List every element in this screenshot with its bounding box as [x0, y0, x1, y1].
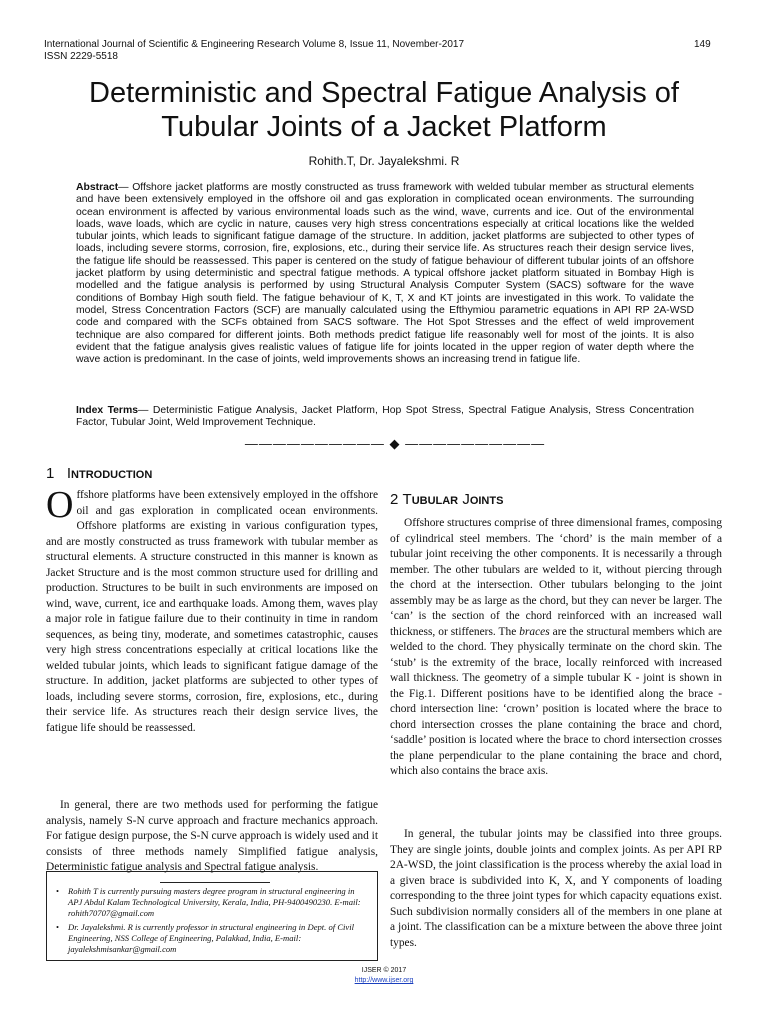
section-1-heading	[46, 465, 152, 482]
section-1-paragraph-1	[46, 484, 378, 736]
section-2-paragraph-1	[390, 516, 722, 780]
index-terms-text: Deterministic Fatigue Analysis, Jacket Platform, Hop Spot Stress, Spectral Fatigue Analysis, Stress Concentration Factor, Tubular Joint, Weld Improvement Technique.	[76, 405, 694, 429]
page-number: 149	[694, 39, 711, 50]
section-2-title-initial-2: J	[462, 491, 470, 508]
section-2-heading	[390, 491, 503, 508]
section-2-title-rest-2: OINTS	[469, 495, 504, 507]
footnote-2-text: Dr. Jayalekshmi. R is currently professor in structural engineering in Dept. of Civil Engineering, NSS College of Engineering, Palakkad, India, E-mail: jayalekshmisankar@gmail.com	[68, 922, 355, 954]
paper-title: Deterministic and Spectral Fatigue Analysis of Tubular Joints of a Jacket Platform	[89, 77, 679, 143]
braces-term: braces	[519, 625, 550, 638]
abstract	[76, 182, 694, 366]
issn: ISSN 2229-5518	[44, 51, 118, 62]
bullet-icon: •	[56, 886, 60, 896]
abstract-text: Offshore jacket platforms are mostly constructed as truss framework with welded tubular member as structural elements and have been extensively employed in the offshore oil and gas exploration in complicated ocean environments. The surrounding ocean environment is affected by various environmental loads such as the wind, wave, currents and ice. Out of the environmental loads, wave loads, which are cyclic in nature, causes very high stress concentrations especially at critical locations like the welded tubular joints, which leads to significant fatigue damage of the structure. In addition, jacket platforms are subjected to other types of loads, including severe storms, corrosion, fire, explosions, etc., during their service life. As structures reach their design service lives, the fatigue life should be reassessed. This paper is centered on the study of fatigue behaviour of different tubular joints of an offshore jacket platform by using deterministic and spectral fatigue methods. A typical offshore jacket platform situated in Bombay High is modelled and the fatigue analysis is performed by using Structural Analysis Computer System (SACS) software for the wave conditions of Bombay High south field. The fatigue behaviour of K, T, X and KT joints are investigated in this work. To validate the model, Stress Concentration Factors (SCF) are manually calculated using the Efthymiou parametric equations in API RP 2A-WSD code and compared with the SCFs obtained from SACS software. The Hot Spot Stresses and the effect of weld improvement technique are also compared for different joints. Both methods predict fatigue life reasonably well for most of the joints. It is also evident that the fatigue analysis gives realistic values of fatigue life for joints located in the upper region of water depth where the wave action is predominant. In the case of joints, weld improvements shows an increasing trend in fatigue life.	[76, 182, 695, 366]
section-1-number: 1	[46, 465, 55, 482]
section-2-number: 2	[390, 491, 399, 508]
section-1-title-rest: NTRODUCTION	[71, 469, 153, 481]
section-2-paragraph-2: In general, the tubular joints may be classified into three groups. They are single joints, double joints and complex joints. As per API RP 2A-WSD, the joint classification is the process whereby the axial load in a given brace is subdivided into K, X, and Y components of loading corresponding to the three joint types for which capacity equations exist. Such subdivision normally considers all of the members in one plane at a joint. The classification can be a mixture between the above three joint types.	[390, 828, 722, 949]
footnote-1-text: Rohith T is currently pursuing masters degree program in structural engineering in APJ Abdul Kalam Technological University, Kerala, India, PH-9400490230. E-mail: rohith70707@gmail.com	[68, 886, 361, 918]
abstract-label: Abstract	[76, 182, 119, 193]
section-1-paragraph-2: In general, there are two methods used for performing the fatigue analysis, namely S-N curve approach and fracture mechanics approach. For fatigue design purpose, the S-N curve approach is widely used and it consists of three methods namely Simplified fatigue analysis, Deterministic fatigue analysis and Spectral fatigue analysis.	[46, 799, 378, 873]
footnote-2	[56, 922, 372, 955]
authors: Rohith.T, Dr. Jayalekshmi. R	[308, 154, 460, 168]
abstract-dash: —	[118, 182, 133, 193]
index-terms-label: Index Terms	[76, 405, 138, 416]
section-2-paragraph-1-text-a: Offshore structures comprise of three dimensional frames, composing of cylindrical steel members. The ‘chord’ is the main member of a tubular joint receiving the other components. It is necessarily a through member. The other tubulars are welded to it, without piercing through the chord at the intersection. Other tubulars belonging to the joint assembly may be as large as the chord, but they can never be larger. The ‘can’ is the section of the chord reinforced with an increased wall thickness, or stiffeners. The	[390, 517, 723, 638]
index-terms	[76, 405, 694, 430]
bullet-icon: •	[56, 922, 60, 932]
section-1-title-initial: I	[66, 465, 72, 482]
footer-copyright: IJSER © 2017	[361, 967, 407, 974]
footnote-rule	[160, 882, 270, 883]
drop-cap: O	[46, 484, 74, 526]
section-2-title-rest-1: UBULAR	[411, 495, 459, 507]
journal-header: International Journal of Scientific & Engineering Research Volume 8, Issue 11, November-2017	[44, 39, 465, 50]
footnote-1	[56, 886, 372, 919]
footer-link[interactable]: http://www.ijser.org	[354, 977, 414, 984]
section-2-title-initial-1: T	[402, 491, 412, 508]
index-terms-dash: —	[137, 405, 153, 416]
section-divider: —————————— ◆ ——————————	[244, 436, 546, 451]
section-1-paragraph-1-text: ffshore platforms have been extensively employed in the offshore oil and gas exploration in complicated ocean environments. Offshore platforms are existing in various configuration types, and are mostly constructed as truss framework with tubular member as structural elements. A structure constructed in this manner is known as Jacket Structure and is the most common structure used for drilling and production. Structures to be built in such environments are imposed on wind, wave, current, ice and earthquake loads. Among them, waves play a major role in fatigue failure due to their continuity in time in random sequences, as being tiny, moderate, and sometimes catastrophic, causes very high stress concentrations especially at critical locations like the welded tubular joints, which leads to significant fatigue damage of the structure. In addition, jacket platforms are subjected to other types of loads, including severe storms, corrosion, fire, explosions, etc., during their service life. As structures reach their design service lives, the fatigue life should be reassessed.	[46, 489, 378, 734]
section-2-paragraph-1-text-b: are the structural members which are welded to the chord. They physically terminate on the chord skin. The ‘stub’ is the extremity of the brace, locally reinforced with increased wall thickness. The geometry of a simple tubular K - joint is shown in the Fig.1. Different positions have to be identified along the brace - chord intersection line: ‘crown’ position is located where the brace to chord intersection crosses the plane containing the brace and chord, ‘saddle’ position is located where the brace to chord intersection crosses the plane perpendicular to the plane containing the brace and chord, which also contains the brace axis.	[390, 625, 722, 777]
